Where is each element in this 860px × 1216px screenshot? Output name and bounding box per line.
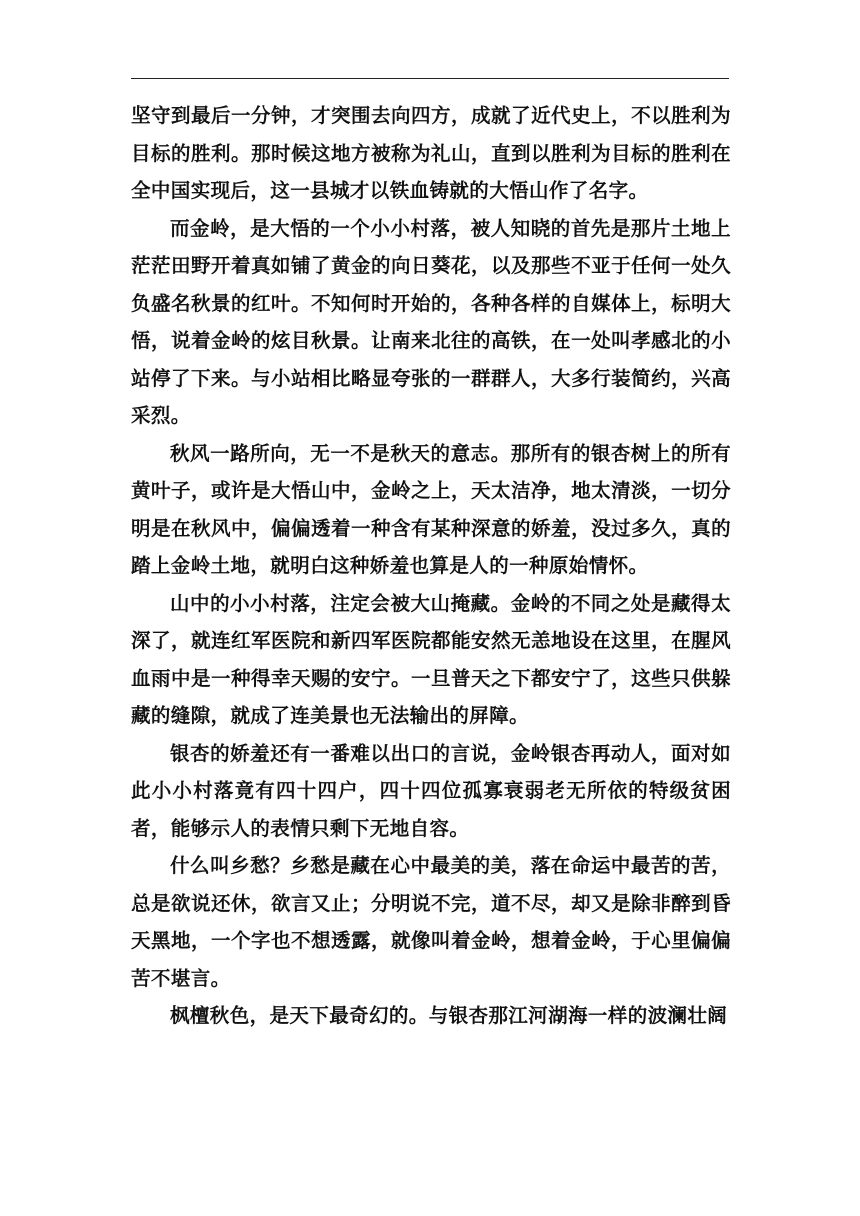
paragraph: 枫檀秋色，是天下最奇幻的。与银杏那江河湖海一样的波澜壮阔	[170, 1004, 728, 1027]
paragraph: 而金岭，是大悟的一个小小村落，被人知晓的首先是那片土地上茫茫田野开着真如铺了黄金的向日葵花，以及那些不亚于任何一处久负盛名秋景的红叶。不知何时开始的，各种各样的自媒体上，标明大悟，说着金岭的炫目秋景。让南来北往的高铁，在一处叫孝感北的小站停了下来。与小站相比略显夸张的一群群人，大多行装简约，兴高采烈。	[131, 216, 731, 427]
article-body	[131, 97, 731, 1035]
paragraph: 山中的小小村落，注定会被大山掩藏。金岭的不同之处是藏得太深了，就连红军医院和新四军医院都能安然无恙地设在这里，在腥风血雨中是一种得幸天赐的安宁。一旦普天之下都安宁了，这些只供躲藏的缝隙，就成了连美景也无法输出的屏障。	[131, 591, 731, 727]
paragraph: 银杏的娇羞还有一番难以出口的言说，金岭银杏再动人，面对如此小小村落竟有四十四户，四十四位孤寡衰弱老无所依的特级贫困者，能够示人的表情只剩下无地自容。	[131, 741, 731, 840]
header-rule	[131, 78, 729, 79]
paragraph: 秋风一路所向，无一不是秋天的意志。那所有的银杏树上的所有黄叶子，或许是大悟山中，金岭之上，天太洁净，地太清淡，一切分明是在秋风中，偏偏透着一种含有某种深意的娇羞，没过多久，真的踏上金岭土地，就明白这种娇羞也算是人的一种原始情怀。	[131, 441, 731, 577]
paragraph: 什么叫乡愁？乡愁是藏在心中最美的美，落在命运中最苦的苦，总是欲说还休，欲言又止；分明说不完，道不尽，却又是除非醉到昏天黑地，一个字也不想透露，就像叫着金岭，想着金岭，于心里偏偏苦不堪言。	[131, 854, 731, 990]
paragraph: 坚守到最后一分钟，才突围去向四方，成就了近代史上，不以胜利为目标的胜利。那时候这地方被称为礼山，直到以胜利为目标的胜利在全中国实现后，这一县城才以铁血铸就的大悟山作了名字。	[131, 104, 731, 202]
